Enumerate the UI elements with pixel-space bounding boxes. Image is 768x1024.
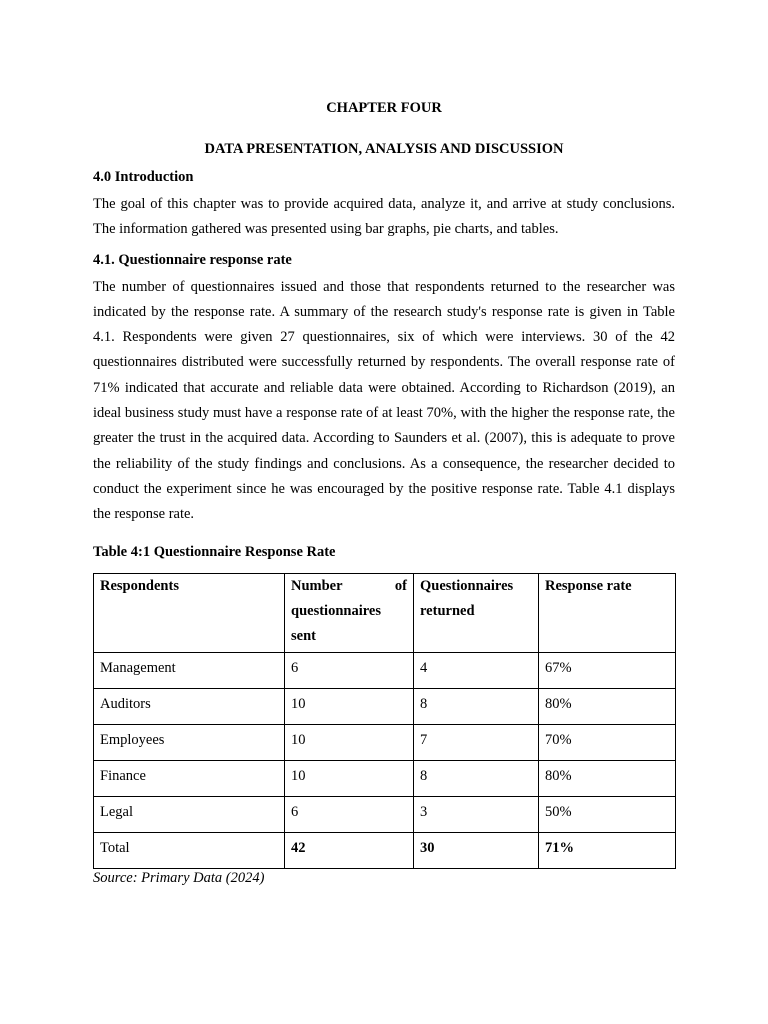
response-rate-paragraph: The number of questionnaires issued and those that respondents returned to the researcher was indicated by the response rate. A summary of the research study's response rate is given in Table 4.1. Respondents were given 27 questionnaires, six of which were interviews. 30 of the 42 questionnaires distributed were successfully returned by respondents. The overall response rate of 71% indicated that accurate and reliable data were obtained. According to Richardson (2019), an ideal business study must have a response rate of at least 70%, with the higher the response rate, the greater the trust in the acquired data. According to Saunders et al. (2007), this is adequate to prove the reliability of the study findings and conclusions. As a consequence, the researcher decided to conduct the experiment since he was encouraged by the positive response rate. Table 4.1 displays the response rate. (93, 278, 675, 523)
cell-respondents: Auditors (94, 688, 285, 724)
intro-heading: 4.0 Introduction (93, 169, 194, 185)
header-sent-line2: questionnaires (291, 602, 381, 619)
header-respondents (94, 573, 285, 652)
table-row (94, 652, 676, 688)
cell-sent: 10 (285, 760, 414, 796)
cell-rate-total: 71% (539, 832, 676, 868)
cell-respondents: Legal (94, 796, 285, 832)
response-rate-table (93, 573, 676, 869)
document-page (93, 100, 675, 887)
cell-returned: 8 (414, 760, 539, 796)
intro-paragraph: The goal of this chapter was to provide acquired data, analyze it, and arrive at study conclusions. The information gathered was presented using bar graphs, pie charts, and tables. (93, 196, 675, 238)
cell-respondents: Management (94, 652, 285, 688)
cell-respondents: Finance (94, 760, 285, 796)
cell-returned: 7 (414, 724, 539, 760)
cell-returned: 4 (414, 652, 539, 688)
table-source: Source: Primary Data (2024) (93, 869, 265, 886)
cell-sent: 10 (285, 724, 414, 760)
chapter-subtitle: DATA PRESENTATION, ANALYSIS AND DISCUSSION (204, 141, 564, 157)
cell-rate: 80% (539, 688, 676, 724)
header-sent-line3: sent (291, 627, 316, 644)
response-rate-heading: 4.1. Questionnaire response rate (93, 251, 292, 268)
cell-respondents-total: Total (94, 832, 285, 868)
cell-returned: 8 (414, 688, 539, 724)
table-caption: Table 4:1 Questionnaire Response Rate (93, 543, 336, 560)
table-row (94, 688, 676, 724)
table-header-row (94, 573, 676, 652)
table-total-row (94, 832, 676, 868)
chapter-title: CHAPTER FOUR (326, 100, 442, 116)
header-respondents-label: Respondents (100, 577, 179, 594)
header-returned-line1: Questionnaires (420, 577, 514, 594)
cell-sent: 10 (285, 688, 414, 724)
table-row (94, 796, 676, 832)
header-sent-word-of: of (394, 577, 407, 594)
header-sent-word-number: Number (291, 577, 343, 594)
header-rate-label: Response rate (545, 577, 632, 594)
header-questionnaires-returned (414, 573, 539, 652)
header-sent-line1 (291, 574, 407, 599)
cell-sent: 6 (285, 796, 414, 832)
cell-returned: 3 (414, 796, 539, 832)
cell-rate: 80% (539, 760, 676, 796)
cell-rate: 67% (539, 652, 676, 688)
cell-rate: 50% (539, 796, 676, 832)
table-row (94, 724, 676, 760)
cell-sent-total: 42 (285, 832, 414, 868)
header-response-rate (539, 573, 676, 652)
header-questionnaires-sent (285, 573, 414, 652)
header-returned-line2: returned (420, 602, 475, 619)
cell-returned-total: 30 (414, 832, 539, 868)
cell-sent: 6 (285, 652, 414, 688)
cell-rate: 70% (539, 724, 676, 760)
table-row (94, 760, 676, 796)
cell-respondents: Employees (94, 724, 285, 760)
